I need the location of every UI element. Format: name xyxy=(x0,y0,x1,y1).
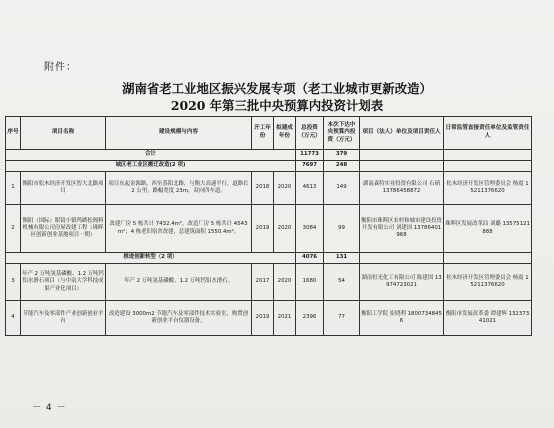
project-total-invest: 3084 xyxy=(296,205,324,253)
investment-plan-table xyxy=(5,116,532,336)
table-row xyxy=(6,264,532,301)
project-name: 节能汽车及零部件产业创新创业平台 xyxy=(21,301,106,336)
project-end-year: 2021 xyxy=(274,301,296,336)
project-unit: 衡阳工学院 崔晓利 18007348456 xyxy=(360,301,444,336)
project-supervisor: 衡阳市发展改革委 谭建辉 13237341021 xyxy=(444,301,532,336)
total-row xyxy=(6,150,532,161)
header-scale: 建设规模与内容 xyxy=(106,117,252,150)
total-supervisor-empty xyxy=(444,150,532,161)
group-label: 城区老工业区搬迁改造(2 项) xyxy=(6,161,296,172)
project-unit: 湖南森特实业投资有限公司 石硝 13786458872 xyxy=(360,172,444,205)
header-start-year: 开工年份 xyxy=(252,117,274,150)
project-this-invest: 77 xyxy=(324,301,360,336)
project-this-invest: 149 xyxy=(324,172,360,205)
project-supervisor: 珠晖区发展改革局 刘璐 13575121888 xyxy=(444,205,532,253)
group-empty-cell xyxy=(444,253,532,264)
table-row xyxy=(6,301,532,336)
project-scale: 项目东起金源路，西至蒸阳北路，与衡大高速平行，道路长 2 公里，路幅宽度 23m，双向四车道。 xyxy=(106,172,252,205)
table-header-row xyxy=(6,117,532,150)
project-start-year: 2019 xyxy=(252,301,274,336)
group-this-invest: 131 xyxy=(324,253,360,264)
project-name: 年产 2 万吨氢基磷酸、1.2 万吨钙铝水滑石项目（与中南大学科技成果产业化项目） xyxy=(21,264,106,301)
header-unit: 项目（法人）单位及项目责任人 xyxy=(360,117,444,150)
project-total-invest: 1680 xyxy=(296,264,324,301)
total-total-invest: 11773 xyxy=(296,150,324,161)
header-total-invest: 总投资（万元） xyxy=(296,117,324,150)
project-end-year: 2020 xyxy=(274,264,296,301)
group-empty-cell xyxy=(360,253,444,264)
header-seq: 序号 xyxy=(6,117,21,150)
project-unit: 湖南恒光化工有限公司 陈建国 13974723021 xyxy=(360,264,444,301)
project-seq: 4 xyxy=(6,301,21,336)
attachment-label: 附件： xyxy=(44,62,77,73)
project-seq: 3 xyxy=(6,264,21,301)
project-total-invest: 4613 xyxy=(296,172,324,205)
total-this-invest: 379 xyxy=(324,150,360,161)
project-start-year: 2018 xyxy=(252,172,274,205)
project-name: 衡阳（国际）眼镜小镇鸬鹚松阁料机械有限公司房屋改建工程（珠晖区创新创业基地项目一期） xyxy=(21,205,106,253)
group-row xyxy=(6,253,532,264)
project-start-year: 2019 xyxy=(252,205,274,253)
total-label: 合计 xyxy=(6,150,296,161)
group-label: 推进创新转型（2 项） xyxy=(6,253,296,264)
table-row xyxy=(6,205,532,253)
group-total-invest: 7697 xyxy=(296,161,324,172)
header-this-invest: 本次下达中央预算内投资（万元） xyxy=(324,117,360,150)
project-scale: 改建厂房 5 栋共计 7432.4m²，改造厂房 5 栋共计 4543m²；4 栋老旧宿舍改建，总建筑面积 1550.4m²。 xyxy=(106,205,252,253)
project-total-invest: 2396 xyxy=(296,301,324,336)
project-unit: 衡阳市珠晖区农村和城市建设投资开发有限公司 刘建国 13786401968 xyxy=(360,205,444,253)
header-project-name: 项目名称 xyxy=(21,117,106,150)
document-title-line1: 湖南省老工业地区振兴发展专项（老工业城市更新改造） xyxy=(122,81,432,96)
project-scale: 年产 2 万吨氢基磷酸、1.2 万吨钙铝水滑石。 xyxy=(106,264,252,301)
table-row xyxy=(6,172,532,205)
document-title-line2: 2020 年第三批中央预算内投资计划表 xyxy=(170,98,384,113)
project-this-invest: 99 xyxy=(324,205,360,253)
project-end-year: 2020 xyxy=(274,172,296,205)
group-empty-cell xyxy=(360,161,444,172)
project-supervisor: 松木经济开发区管理委员会 杨震 15211376620 xyxy=(444,264,532,301)
project-seq: 1 xyxy=(6,172,21,205)
group-empty-cell xyxy=(444,161,532,172)
project-end-year: 2020 xyxy=(274,205,296,253)
project-name: 衡阳市松木经济开发区智大北路项目 xyxy=(21,172,106,205)
group-total-invest: 4076 xyxy=(296,253,324,264)
group-row xyxy=(6,161,532,172)
project-scale: 改造建设 3000m2 节能汽车及零部件技术实验室，购置创新创业平台仪器设备。 xyxy=(106,301,252,336)
page-number: － 4 － xyxy=(32,403,67,413)
project-supervisor: 松木经济开发区管理委员会 杨震 15211376620 xyxy=(444,172,532,205)
header-end-year: 拟建成年份 xyxy=(274,117,296,150)
project-start-year: 2017 xyxy=(252,264,274,301)
project-this-invest: 54 xyxy=(324,264,360,301)
total-unit-empty xyxy=(360,150,444,161)
group-this-invest: 248 xyxy=(324,161,360,172)
project-seq: 2 xyxy=(6,205,21,253)
header-supervisor: 日常监管直接责任单位及监管责任人 xyxy=(444,117,532,150)
